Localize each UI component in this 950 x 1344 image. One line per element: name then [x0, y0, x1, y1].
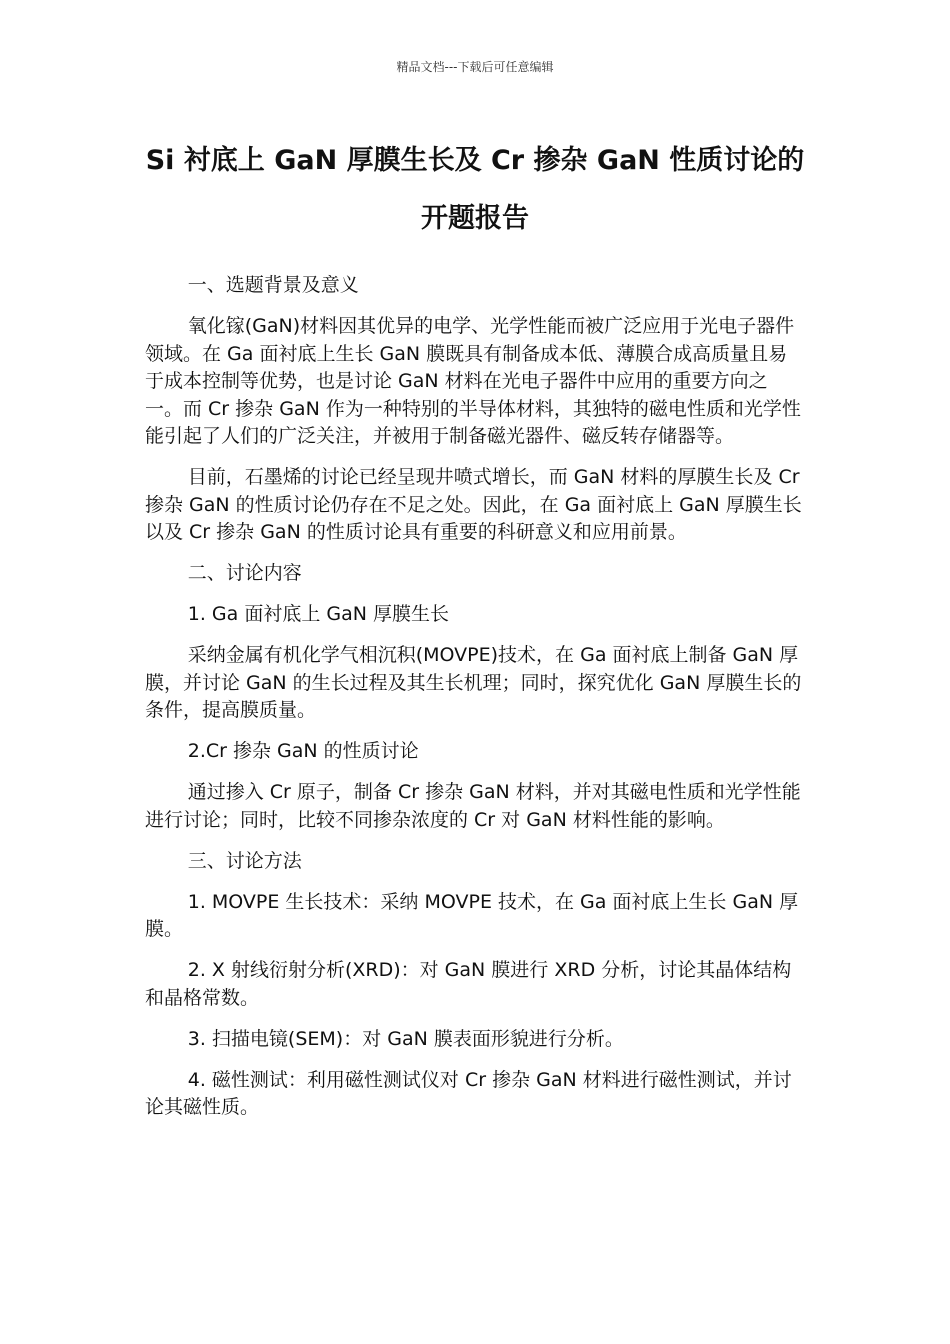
- document-title: [100, 132, 850, 248]
- subheading-thick-film-growth: 1. Ga 面衬底上 GaN 厚膜生长: [187, 603, 449, 625]
- paragraph-thick-film-growth: 采纳金属有机化学气相沉积(MOVPE)技术，在 Ga 面衬底上制备 GaN 厚膜，并讨论 GaN 的生长过程及其生长机理；同时，探究优化 GaN 厚膜生长的条件，提高膜质量。: [145, 644, 802, 721]
- method-xrd: 2. X 射线衍射分析(XRD)：对 GaN 膜进行 XRD 分析，讨论其晶体结构和晶格常数。: [145, 959, 792, 1009]
- method-movpe: 1. MOVPE 生长技术：采纳 MOVPE 技术，在 Ga 面衬底上生长 GaN 厚膜。: [145, 890, 799, 940]
- section-heading-methods: 三、讨论方法: [187, 849, 302, 872]
- method-sem: 3. 扫描电镜(SEM)：对 GaN 膜表面形貌进行分析。: [187, 1027, 624, 1050]
- document-body: [145, 272, 805, 1135]
- subheading-cr-doping: 2.Cr 掺杂 GaN 的性质讨论: [187, 740, 419, 762]
- method-magnetic-test: 4. 磁性测试：利用磁性测试仪对 Cr 掺杂 GaN 材料进行磁性测试，并讨论其磁性质。: [145, 1068, 792, 1118]
- title-line-1: Si 衬底上 GaN 厚膜生长及 Cr 掺杂 GaN 性质讨论的: [145, 145, 805, 176]
- section-heading-content: 二、讨论内容: [187, 562, 302, 584]
- paragraph-cr-doping: 通过掺入 Cr 原子，制备 Cr 掺杂 GaN 材料，并对其磁电性质和光学性能进行讨论；同时，比较不同掺杂浓度的 Cr 对 GaN 材料性能的影响。: [145, 781, 801, 831]
- title-line-2: 开题报告: [421, 203, 529, 234]
- section-heading-background: 一、选题背景及意义: [187, 274, 359, 296]
- paragraph-background-1: 氧化镓(GaN)材料因其优异的电学、光学性能而被广泛应用于光电子器件领域。在 Ga 面衬底上生长 GaN 膜既具有制备成本低、薄膜合成高质量且易于成本控制等优势，也是讨论 GaN 材料在光电子器件中应用的重要方向之一。而 Cr 掺杂 GaN 作为一种特别的半导体材料，其独特的磁电性质和光学性能引起了人们的广泛关注，并被用于制备磁光器件、磁反转存储器等。: [145, 315, 801, 447]
- paragraph-background-2: 目前，石墨烯的讨论已经呈现井喷式增长，而 GaN 材料的厚膜生长及 Cr 掺杂 GaN 的性质讨论仍存在不足之处。因此，在 Ga 面衬底上 GaN 厚膜生长以及 Cr 掺杂 GaN 的性质讨论具有重要的科研意义和应用前景。: [145, 466, 802, 543]
- header-note: 精品文档---下载后可任意编辑: [396, 60, 554, 74]
